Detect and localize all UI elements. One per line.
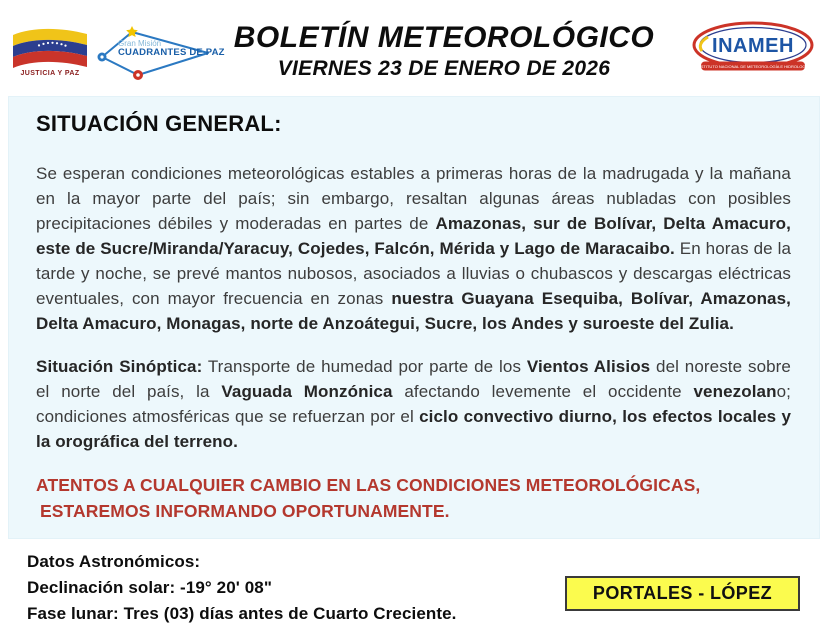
header — [0, 0, 828, 96]
title-block — [210, 21, 678, 81]
warning-line-1: ATENTOS A CUALQUIER CAMBIO EN LAS CONDICIONES METEOROLÓGICAS, — [36, 475, 701, 495]
astronomical-data-heading: Datos Astronómicos: — [27, 552, 201, 571]
inameh-name: INAMEH — [712, 35, 794, 57]
cuadrantes-de-paz-text — [118, 40, 225, 58]
forecast-paragraph: Se esperan condiciones meteorológicas estables a primeras horas de la madrugada y la mañana en la mayor parte del país; sin embargo, resaltan algunas áreas nubladas con posibles precipitaciones débiles y moderadas en partes de Amazonas, sur de Bolívar, Delta Amacuro, este de Sucre/Miranda/Yaracuy, Cojedes, Falcón, Mérida y Lago de Maracaibo. En horas de la tarde y noche, se prevé mantos nubosos, asociados a lluvias o chubascos y descargas eléctricas eventuales, con mayor frecuencia en zonas nuestra Guayana Esequiba, Bolívar, Amazonas, Delta Amacuro, Monagas, norte de Anzoátegui, Sucre, los Andes y suroeste del Zulia. — [36, 164, 792, 333]
forecasters-badge: PORTALES - LÓPEZ — [565, 576, 800, 611]
venezuela-flag-icon — [10, 25, 90, 69]
cuadrantes-label: CUADRANTES DE PAZ — [118, 47, 225, 59]
bulletin-date: VIERNES 23 DE ENERO DE 2026 — [277, 57, 611, 80]
justicia-y-paz-label: JUSTICIA Y PAZ — [20, 70, 80, 77]
gran-mision-label: Gran Misión — [118, 39, 162, 48]
cuadrantes-de-paz-logo — [94, 23, 225, 83]
header-left-logos — [10, 17, 225, 83]
general-situation-panel — [8, 96, 820, 539]
bulletin-title: BOLETÍN METEOROLÓGICO — [233, 21, 655, 54]
warning-notice — [36, 472, 791, 524]
venezuela-flag-logo — [10, 25, 90, 77]
synoptic-situation-paragraph: Situación Sinóptica: Transporte de humedad por parte de los Vientos Alisios del noreste sobre el norte del país, la Vaguada Monzónica afectando levemente el occidente venezolano; condiciones atmosféricas que se refuerzan por el ciclo convectivo diurno, los efectos locales y la orográfica del terreno. — [36, 357, 792, 451]
moon-phase: Fase lunar: Tres (03) días antes de Cuarto Creciente. — [27, 604, 457, 623]
situacion-general-heading: SITUACIÓN GENERAL: — [36, 111, 282, 136]
footer — [0, 539, 828, 627]
astronomical-data — [27, 549, 457, 627]
header-right-logo — [678, 19, 822, 81]
inameh-logo — [690, 19, 818, 81]
inameh-subtitle: INSTITUTO NACIONAL DE METEOROLOGÍA E HIDROLOGÍA — [696, 63, 810, 69]
warning-line-2: ESTAREMOS INFORMANDO OPORTUNAMENTE. — [40, 501, 450, 521]
solar-declination: Declinación solar: -19° 20' 08" — [27, 578, 272, 597]
